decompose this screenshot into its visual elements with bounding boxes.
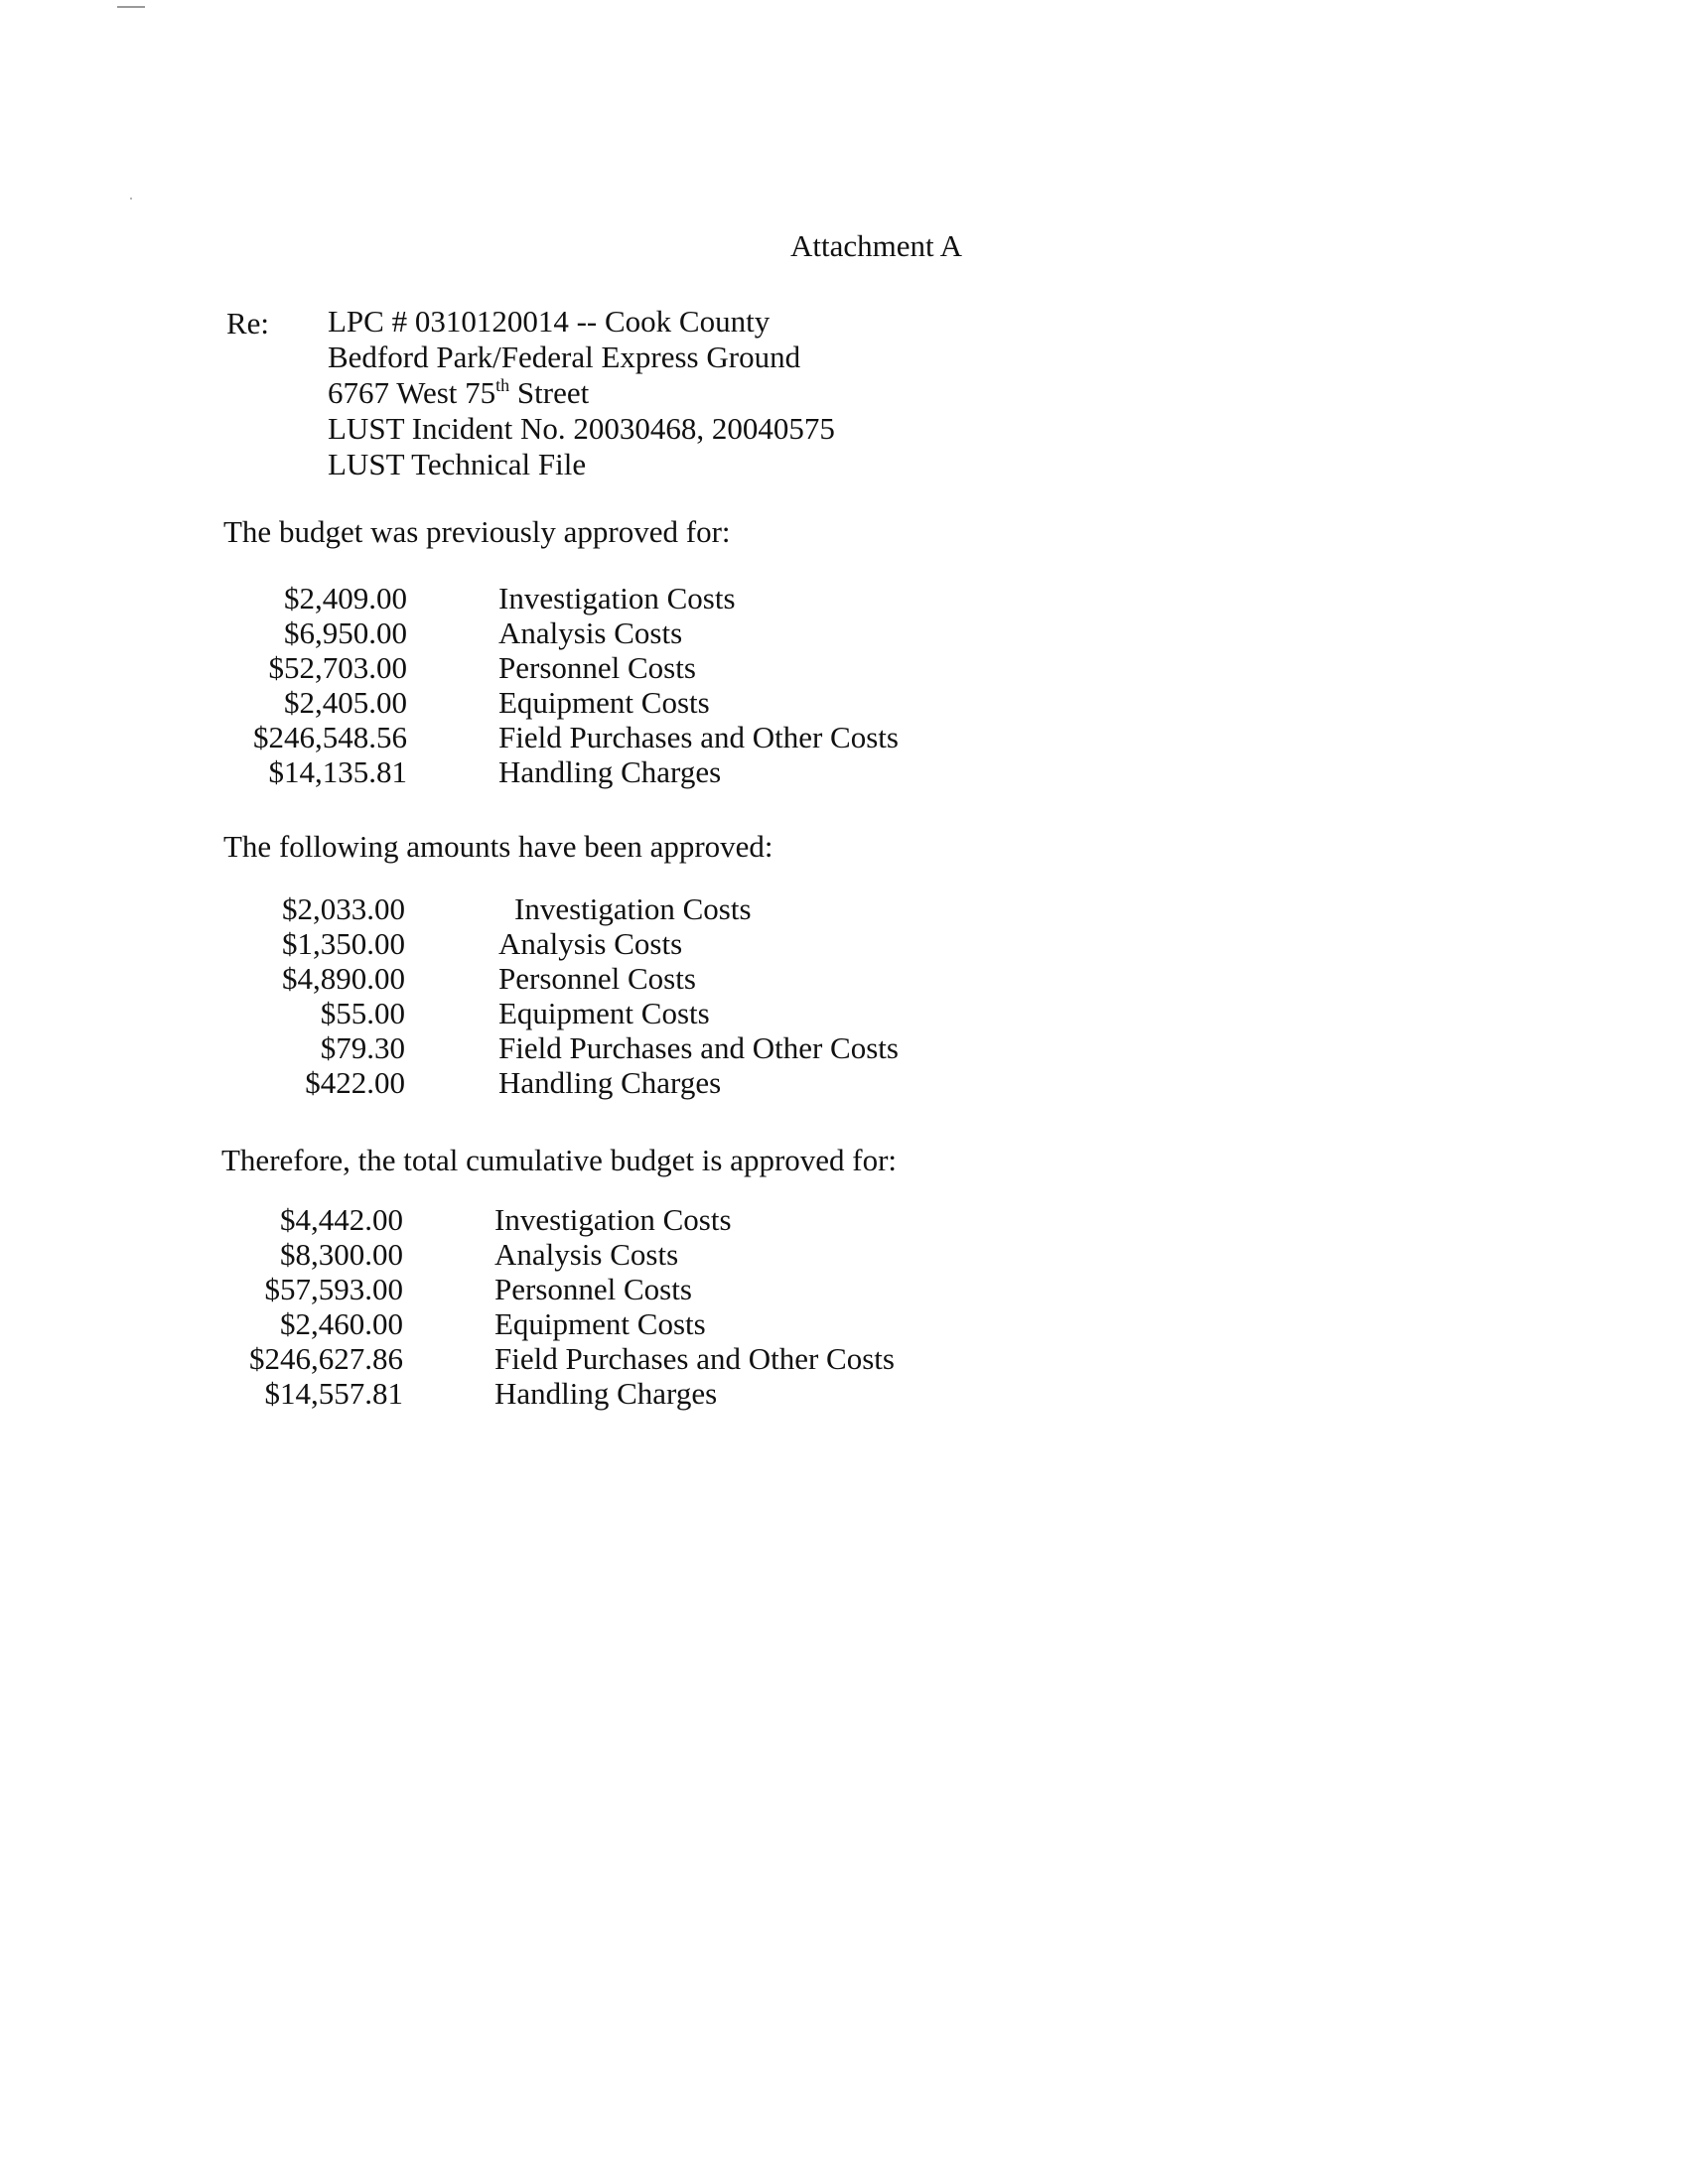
reference-label: Re: — [226, 306, 270, 341]
scan-artifact-mark — [117, 6, 145, 8]
cost-row — [0, 1341, 1684, 1376]
cost-row — [0, 615, 1684, 650]
cost-table-approved — [0, 891, 1684, 1100]
cost-row — [0, 1306, 1684, 1341]
cost-description: Equipment Costs — [494, 1306, 706, 1341]
cost-row — [0, 650, 1684, 685]
reference-line-address — [328, 375, 835, 411]
cost-row — [0, 1272, 1684, 1306]
cost-amount: $52,703.00 — [268, 650, 407, 685]
cost-row — [0, 1065, 1684, 1100]
cost-description: Field Purchases and Other Costs — [498, 1030, 899, 1065]
cost-description: Handling Charges — [498, 754, 722, 789]
cost-description: Analysis Costs — [498, 926, 683, 961]
section-intro-approved: The following amounts have been approved: — [223, 829, 773, 864]
cost-description: Personnel Costs — [494, 1272, 692, 1306]
cost-description: Handling Charges — [498, 1065, 722, 1100]
cost-description: Field Purchases and Other Costs — [494, 1341, 895, 1376]
cost-row — [0, 1376, 1684, 1411]
cost-description: Equipment Costs — [498, 685, 710, 720]
reference-block — [328, 304, 835, 482]
cost-amount: $2,460.00 — [280, 1306, 403, 1341]
cost-description: Analysis Costs — [494, 1237, 679, 1272]
cost-description: Investigation Costs — [498, 581, 736, 615]
cost-amount: $4,890.00 — [282, 961, 405, 996]
reference-line-site: Bedford Park/Federal Express Ground — [328, 340, 801, 374]
cost-amount: $1,350.00 — [282, 926, 405, 961]
cost-description: Analysis Costs — [498, 615, 683, 650]
attachment-title: Attachment A — [790, 228, 963, 263]
cost-row — [0, 1202, 1684, 1237]
cost-amount: $55.00 — [320, 996, 405, 1030]
cost-row — [0, 685, 1684, 720]
cost-description: Investigation Costs — [514, 891, 752, 926]
cost-row — [0, 581, 1684, 615]
reference-line-file: LUST Technical File — [328, 447, 587, 481]
cost-row — [0, 891, 1684, 926]
cost-row — [0, 1030, 1684, 1065]
cost-table-previous — [0, 581, 1684, 789]
section-intro-cumulative: Therefore, the total cumulative budget is approved for: — [221, 1143, 898, 1177]
cost-amount: $4,442.00 — [280, 1202, 403, 1237]
cost-row — [0, 961, 1684, 996]
cost-amount: $2,033.00 — [282, 891, 405, 926]
cost-row — [0, 996, 1684, 1030]
section-intro-previous: The budget was previously approved for: — [223, 514, 731, 549]
cost-row — [0, 754, 1684, 789]
cost-description: Personnel Costs — [498, 961, 696, 996]
cost-amount: $79.30 — [320, 1030, 405, 1065]
cost-description: Personnel Costs — [498, 650, 696, 685]
cost-amount: $2,405.00 — [284, 685, 407, 720]
cost-description: Handling Charges — [494, 1376, 718, 1411]
cost-row — [0, 1237, 1684, 1272]
cost-amount: $246,548.56 — [253, 720, 407, 754]
cost-table-cumulative — [0, 1202, 1684, 1411]
scan-artifact-dot — [130, 198, 132, 200]
cost-row — [0, 926, 1684, 961]
address-street-word: Street — [509, 375, 590, 410]
cost-amount: $57,593.00 — [264, 1272, 403, 1306]
cost-amount: $14,557.81 — [264, 1376, 403, 1411]
cost-row — [0, 720, 1684, 754]
address-street-number: 6767 West 75 — [328, 375, 496, 410]
cost-amount: $14,135.81 — [268, 754, 407, 789]
cost-description: Field Purchases and Other Costs — [498, 720, 899, 754]
reference-line-incident: LUST Incident No. 20030468, 20040575 — [328, 411, 835, 446]
reference-line-case: LPC # 0310120014 -- Cook County — [328, 304, 771, 339]
cost-description: Equipment Costs — [498, 996, 710, 1030]
cost-amount: $2,409.00 — [284, 581, 407, 615]
cost-amount: $246,627.86 — [249, 1341, 403, 1376]
cost-amount: $6,950.00 — [284, 615, 407, 650]
cost-amount: $8,300.00 — [280, 1237, 403, 1272]
cost-description: Investigation Costs — [494, 1202, 732, 1237]
cost-amount: $422.00 — [305, 1065, 405, 1100]
address-ordinal-suffix: th — [495, 375, 510, 395]
